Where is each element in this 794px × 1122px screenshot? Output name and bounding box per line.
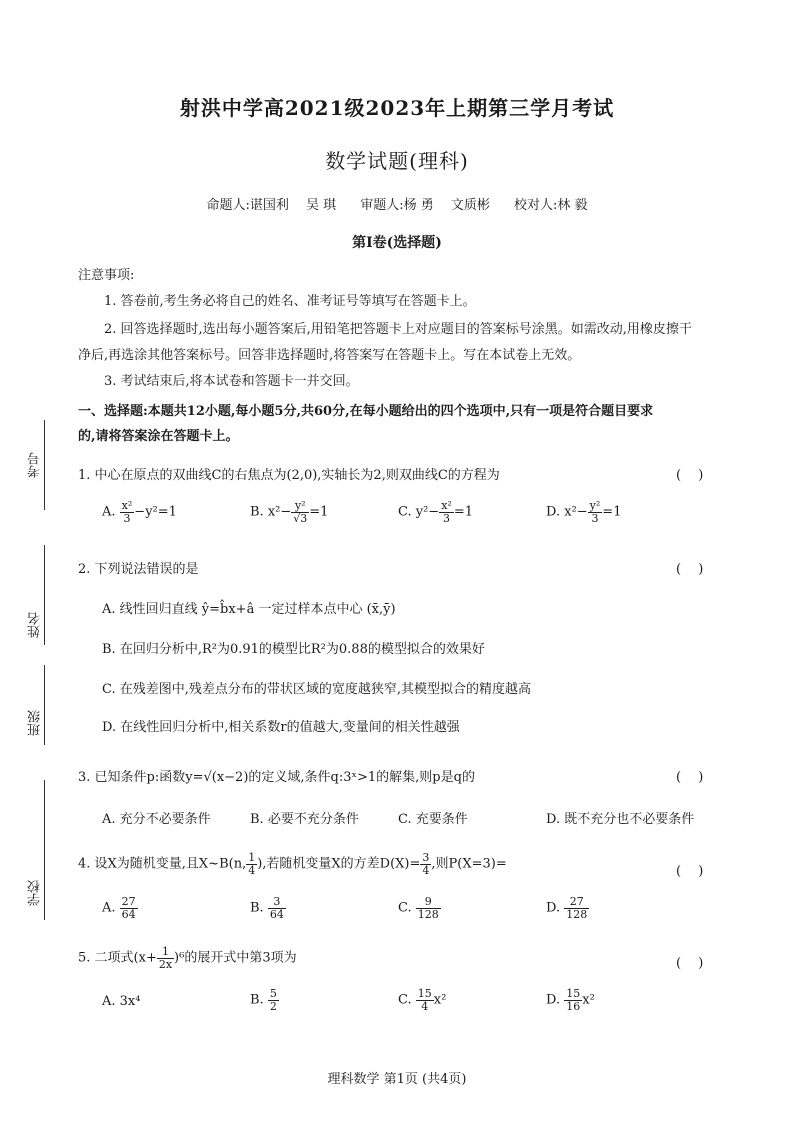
fraction — [588, 500, 603, 524]
frac-den: 3 — [591, 511, 599, 525]
side-label-banji: 班级 — [28, 710, 43, 736]
q3-option-c: C. 充要条件 — [398, 812, 468, 827]
frac-num: 1 — [248, 851, 256, 864]
frac-den: 128 — [417, 907, 439, 921]
frac-den: 4 — [422, 863, 430, 877]
fraction — [439, 500, 454, 524]
section-line-2: 的,请将答案涂在答题卡上。 — [78, 428, 239, 444]
answer-paren: ( ) — [676, 864, 704, 879]
q2-option-c: C. 在残差图中,残差点分布的带状区域的宽度越狭窄,其模型拟合的精度越高 — [102, 682, 532, 697]
answer-paren: ( ) — [676, 562, 704, 577]
fraction — [120, 500, 135, 524]
option-rest: =1 — [453, 504, 473, 520]
frac-num: 27 — [564, 896, 589, 909]
q2-option-d: D. 在线性回归分析中,相关系数r的值越大,变量间的相关性越强 — [102, 720, 460, 735]
stem-part: ,则P(X=3)= — [431, 856, 507, 872]
notice-item-2-cont: 净后,再选涂其他答案标号。回答非选择题时,将答案写在答题卡上。写在本试卷上无效。 — [78, 348, 581, 363]
question-5-stem — [78, 946, 297, 970]
frac-num: 9 — [416, 896, 441, 909]
side-label-kaohao: 考号 — [28, 452, 43, 478]
frac-den: 4 — [248, 863, 256, 877]
fraction — [416, 988, 434, 1012]
frac-num: x² — [441, 499, 452, 512]
option-rest: −y²=1 — [134, 504, 177, 520]
option-label: C. — [398, 992, 412, 1008]
author-setter: 命题人:谌国利 吴 琪 — [206, 198, 337, 213]
section-line-1: 一、选择题:本题共12小题,每小题5分,共60分,在每小题给出的四个选项中,只有一项是符合题目要求 — [78, 404, 654, 419]
side-divider — [44, 420, 45, 510]
q1-option-a — [102, 500, 177, 524]
page-footer: 理科数学 第1页 (共4页) — [327, 1072, 467, 1087]
frac-den: 3 — [123, 511, 131, 525]
frac-num: 15 — [417, 987, 432, 1000]
q3-option-b: B. 必要不充分条件 — [250, 812, 359, 827]
fraction — [246, 852, 257, 876]
fraction — [268, 896, 286, 920]
authors-line — [0, 194, 794, 213]
exam-title: 射洪中学高2021级2023年上期第三学月考试 — [179, 96, 615, 120]
option-label: D. — [546, 992, 561, 1008]
frac-den: 2x — [158, 957, 173, 971]
frac-den: 64 — [269, 907, 284, 921]
frac-den: √3 — [293, 511, 308, 525]
volume-heading: 第Ⅰ卷(选择题) — [352, 235, 442, 251]
q4-option-c — [398, 896, 441, 920]
q5-option-c — [398, 988, 446, 1012]
answer-paren: ( ) — [676, 468, 704, 483]
fraction — [157, 946, 174, 970]
question-3-stem: 3. 已知条件p:函数y=√(x−2)的定义域,条件q:3ˣ>1的解集,则p是q的 — [78, 770, 475, 785]
q5-option-a: A. 3x⁴ — [102, 994, 141, 1009]
fraction — [420, 852, 431, 876]
fraction — [564, 988, 582, 1012]
stem-part: )⁶的展开式中第3项为 — [174, 950, 297, 966]
side-divider — [44, 780, 45, 920]
frac-den: 64 — [121, 907, 136, 921]
frac-num: y² — [291, 500, 309, 513]
q1-option-b — [250, 500, 328, 524]
author-proofreader: 校对人:林 毅 — [514, 198, 588, 213]
option-label: D. — [546, 900, 561, 916]
side-divider — [44, 545, 45, 645]
q5-option-b — [250, 988, 279, 1012]
frac-den: 2 — [269, 999, 277, 1013]
notice-title: 注意事项: — [78, 268, 135, 283]
fraction — [120, 896, 138, 920]
notice-item-1: 1. 答卷前,考生务必将自己的姓名、准考证号等填写在答题卡上。 — [104, 294, 476, 309]
side-label-xingming: 姓名 — [28, 612, 43, 638]
frac-num: 3 — [268, 896, 286, 909]
answer-paren: ( ) — [676, 770, 704, 785]
question-1-stem: 1. 中心在原点的双曲线C的右焦点为(2,0),实轴长为2,则双曲线C的方程为 — [78, 468, 500, 483]
q5-option-d — [546, 988, 595, 1012]
q4-option-d — [546, 896, 589, 920]
option-label: B. — [250, 992, 264, 1008]
notice-item-2: 2. 回答选择题时,选出每小题答案后,用铅笔把答题卡上对应题目的答案标号涂黑。如需改动,用橡皮擦干 — [104, 322, 692, 337]
stem-part: 5. 二项式(x+ — [78, 950, 157, 966]
answer-paren: ( ) — [676, 956, 704, 971]
frac-num: 1 — [157, 946, 174, 959]
option-label: A. — [102, 504, 116, 520]
frac-num: 5 — [269, 987, 277, 1000]
option-label: D. x²− — [546, 504, 588, 520]
option-label: A. — [102, 900, 116, 916]
frac-num: 3 — [422, 851, 430, 864]
frac-den: 128 — [566, 907, 588, 921]
q2-option-b: B. 在回归分析中,R²为0.91的模型比R²为0.88的模型拟合的效果好 — [102, 642, 485, 657]
q4-option-b — [250, 896, 286, 920]
frac-num: x² — [121, 499, 133, 512]
option-rest: x² — [433, 992, 447, 1008]
fraction — [564, 896, 589, 920]
fraction — [416, 896, 441, 920]
frac-den: 16 — [566, 999, 581, 1013]
question-2-stem: 2. 下列说法错误的是 — [78, 562, 199, 577]
frac-num: 15 — [566, 987, 581, 1000]
option-label: B. — [250, 900, 264, 916]
frac-den: 4 — [421, 999, 429, 1013]
option-rest: =1 — [602, 504, 622, 520]
q3-option-a: A. 充分不必要条件 — [102, 812, 211, 827]
side-label-xuexiao: 学校 — [28, 880, 43, 906]
frac-den: 3 — [443, 511, 451, 525]
notice-item-3: 3. 考试结束后,将本试卷和答题卡一并交回。 — [104, 374, 359, 389]
option-label: B. x²− — [250, 504, 292, 520]
option-label: C. y²− — [398, 504, 440, 520]
frac-num: 27 — [121, 895, 136, 908]
q1-option-d — [546, 500, 621, 524]
q2-option-a: A. 线性回归直线 ŷ=b̂x+â 一定过样本点中心 (x̄,ȳ) — [102, 602, 396, 617]
option-rest: x² — [582, 992, 595, 1008]
question-4-stem — [78, 852, 507, 876]
exam-subtitle: 数学试题(理科) — [325, 149, 469, 173]
fraction — [291, 500, 309, 524]
option-rest: =1 — [309, 504, 329, 520]
author-reviewer: 审题人:杨 勇 文质彬 — [360, 198, 490, 213]
frac-num: y² — [589, 499, 601, 512]
fraction — [268, 988, 279, 1012]
q4-option-a — [102, 896, 138, 920]
side-divider — [44, 665, 45, 745]
stem-part: 4. 设X为随机变量,且X~B(n, — [78, 856, 247, 872]
section-heading — [78, 400, 718, 449]
option-label: C. — [398, 900, 412, 916]
stem-part: ),若随机变量X的方差D(X)= — [257, 856, 421, 872]
q1-option-c — [398, 500, 473, 524]
q3-option-d: D. 既不充分也不必要条件 — [546, 812, 695, 827]
